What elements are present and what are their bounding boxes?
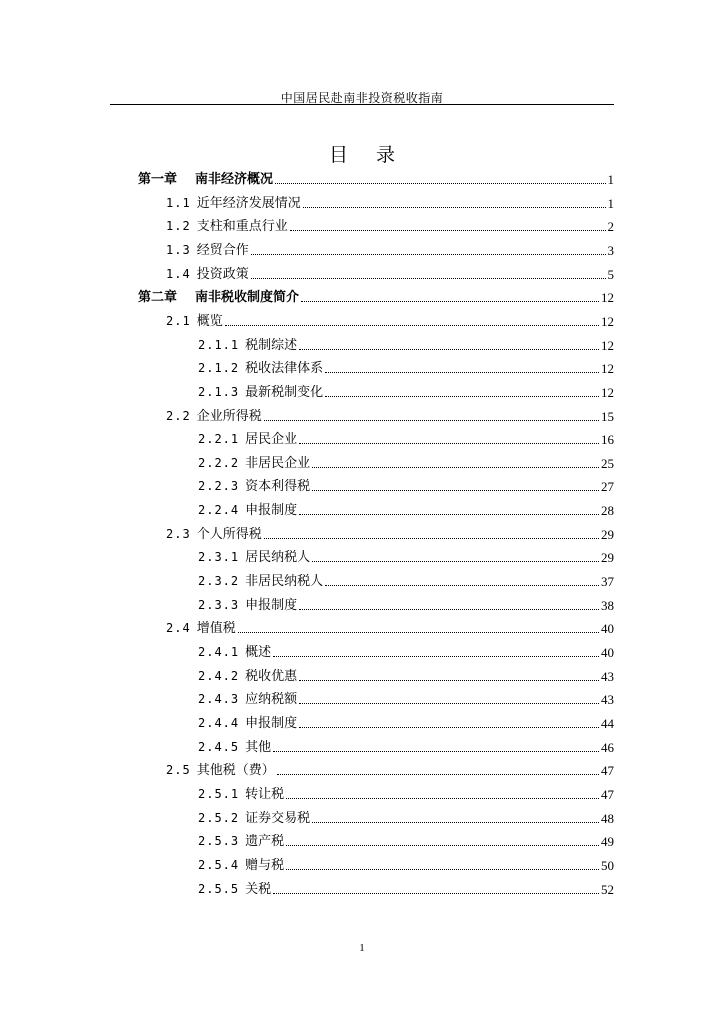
toc-entry[interactable] bbox=[198, 546, 614, 566]
toc-entry-number: 2.4.5 bbox=[198, 739, 240, 754]
toc-entry[interactable] bbox=[166, 617, 614, 637]
toc-dot-leader bbox=[251, 278, 606, 279]
toc-entry-label bbox=[166, 218, 288, 235]
toc-entry-page: 15 bbox=[601, 408, 614, 424]
toc-dot-leader bbox=[264, 538, 599, 539]
toc-entry-label bbox=[198, 502, 297, 519]
toc-entry-page: 38 bbox=[601, 597, 614, 613]
toc-entry[interactable] bbox=[198, 475, 614, 495]
toc-entry-page: 25 bbox=[601, 455, 614, 471]
toc-entry-title: 证券交易税 bbox=[245, 810, 311, 826]
toc-dot-leader bbox=[312, 822, 599, 823]
toc-dot-leader bbox=[301, 301, 599, 302]
toc-entry[interactable] bbox=[198, 712, 614, 732]
toc-dot-leader bbox=[264, 420, 599, 421]
toc-dot-leader bbox=[290, 230, 606, 231]
toc-dot-leader bbox=[303, 207, 606, 208]
toc-entry-page: 16 bbox=[601, 432, 614, 448]
toc-dot-leader bbox=[225, 325, 599, 326]
toc-dot-leader bbox=[286, 869, 599, 870]
toc-entry-page: 46 bbox=[601, 739, 614, 755]
toc-entry-label bbox=[198, 455, 310, 472]
toc-entry[interactable] bbox=[198, 783, 614, 803]
toc-entry-number: 1.4 bbox=[166, 266, 191, 281]
toc-entry-number: 2.4.1 bbox=[198, 645, 240, 659]
toc-entry-title: 税收优惠 bbox=[245, 668, 298, 684]
toc-entry[interactable] bbox=[166, 192, 614, 212]
toc-dot-leader bbox=[277, 774, 599, 775]
toc-entry-title: 居民纳税人 bbox=[245, 550, 311, 566]
toc-dot-leader bbox=[299, 514, 599, 515]
toc-entry-page: 12 bbox=[601, 313, 614, 329]
toc-entry-title: 遗产税 bbox=[245, 834, 285, 850]
toc-entry-title: 非居民纳税人 bbox=[245, 574, 324, 590]
toc-entry-label bbox=[198, 597, 297, 614]
toc-entry-title: 关税 bbox=[245, 881, 272, 897]
toc-dot-leader bbox=[286, 845, 599, 846]
toc-entry-label bbox=[166, 242, 249, 259]
toc-dot-leader bbox=[325, 585, 599, 586]
toc-entry[interactable] bbox=[198, 854, 614, 874]
toc-entry[interactable] bbox=[198, 830, 614, 850]
running-header: 中国居民赴南非投资税收指南 bbox=[280, 91, 444, 105]
toc-dot-leader bbox=[275, 183, 605, 184]
toc-title: 目录 bbox=[328, 144, 423, 166]
toc-chapter-entry[interactable] bbox=[138, 286, 614, 306]
toc-entry-page: 52 bbox=[601, 881, 614, 897]
toc-entry-label bbox=[198, 573, 323, 590]
toc-entry-page: 5 bbox=[607, 266, 614, 282]
toc-entry-page: 40 bbox=[601, 621, 614, 637]
toc-entry[interactable] bbox=[166, 759, 614, 779]
toc-entry-title: 居民企业 bbox=[245, 432, 298, 448]
toc-entry[interactable] bbox=[166, 405, 614, 425]
toc-entry-page: 29 bbox=[601, 526, 614, 542]
toc-dot-leader bbox=[299, 443, 599, 444]
toc-entry-number: 2.4.4 bbox=[198, 715, 240, 730]
toc-entry-label bbox=[198, 691, 297, 708]
toc-dot-leader bbox=[299, 680, 599, 681]
toc-entry[interactable] bbox=[198, 334, 614, 354]
toc-entry[interactable] bbox=[166, 263, 614, 283]
toc-entry-label bbox=[166, 620, 236, 637]
toc-entry[interactable] bbox=[198, 499, 614, 519]
toc-entry-page: 48 bbox=[601, 810, 614, 826]
toc-chapter-entry[interactable] bbox=[138, 168, 614, 188]
toc-entry-number: 2.5.5 bbox=[198, 881, 240, 896]
toc-entry-label bbox=[198, 786, 284, 803]
toc-entry-label bbox=[198, 384, 323, 401]
toc-entry-title: 转让税 bbox=[245, 786, 285, 802]
toc-entry-page: 12 bbox=[601, 290, 614, 306]
header-rule bbox=[110, 104, 614, 105]
toc-entry-label bbox=[138, 172, 273, 188]
toc-entry-title: 近年经济发展情况 bbox=[196, 195, 301, 211]
toc-entry-label bbox=[198, 833, 284, 850]
toc-entry-label bbox=[166, 266, 249, 283]
toc-entry-title: 南非税收制度简介 bbox=[195, 290, 300, 306]
toc-entry-label bbox=[198, 810, 310, 827]
toc-dot-leader bbox=[286, 798, 599, 799]
toc-entry-number: 1.1 bbox=[166, 195, 191, 210]
toc-entry-title: 非居民企业 bbox=[245, 455, 311, 471]
toc-entry-title: 其他税（费） bbox=[196, 763, 275, 779]
toc-entry-page: 29 bbox=[601, 550, 614, 566]
toc-entry-number: 第一章 bbox=[138, 172, 178, 187]
toc-entry-title: 税制综述 bbox=[245, 337, 298, 353]
toc-entry-label bbox=[198, 668, 297, 685]
toc-entry-page: 12 bbox=[601, 384, 614, 400]
toc-entry-title: 最新税制变化 bbox=[245, 384, 324, 400]
toc-dot-leader bbox=[299, 349, 599, 350]
toc-entry-page: 12 bbox=[601, 337, 614, 353]
toc-entry-number: 2.2.3 bbox=[198, 479, 240, 494]
toc-entry[interactable] bbox=[166, 239, 614, 259]
toc-entry[interactable] bbox=[198, 452, 614, 472]
toc-entry-number: 2.4.2 bbox=[198, 668, 240, 683]
toc-dot-leader bbox=[251, 254, 606, 255]
toc-entry-page: 12 bbox=[601, 361, 614, 377]
toc-entry[interactable] bbox=[166, 523, 614, 543]
toc-dot-leader bbox=[273, 656, 599, 657]
toc-entry-number: 2.5.3 bbox=[198, 834, 240, 849]
toc-entry-label bbox=[198, 360, 323, 377]
toc-entry-label bbox=[198, 549, 310, 566]
toc-entry-page: 50 bbox=[601, 857, 614, 873]
toc-dot-leader bbox=[299, 609, 599, 610]
toc-entry-number: 2.1 bbox=[166, 313, 191, 328]
toc-entry-page: 43 bbox=[601, 692, 614, 708]
toc-entry-label bbox=[198, 478, 310, 495]
toc-entry-label bbox=[166, 526, 262, 543]
toc-entry-page: 1 bbox=[607, 172, 614, 187]
toc-entry-label bbox=[138, 290, 299, 306]
toc-dot-leader bbox=[325, 372, 599, 373]
toc-dot-leader bbox=[238, 632, 599, 633]
toc-entry-number: 2.2.1 bbox=[198, 432, 240, 447]
toc-dot-leader bbox=[312, 467, 599, 468]
toc-entry-number: 2.2.4 bbox=[198, 503, 240, 518]
toc-entry-number: 2.3.2 bbox=[198, 574, 240, 589]
toc-entry-title: 概览 bbox=[196, 313, 223, 329]
toc-dot-leader bbox=[312, 561, 599, 562]
toc-entry-page: 49 bbox=[601, 834, 614, 850]
toc-entry-page: 44 bbox=[601, 715, 614, 731]
toc-entry-number: 1.2 bbox=[166, 219, 191, 234]
toc-entry[interactable] bbox=[198, 807, 614, 827]
toc-entry[interactable] bbox=[198, 381, 614, 401]
toc-entry[interactable] bbox=[198, 357, 614, 377]
toc-entry-title: 概述 bbox=[245, 645, 272, 660]
toc-entry-number: 2.4.3 bbox=[198, 692, 240, 707]
toc-entry-label bbox=[198, 644, 271, 661]
toc-entry-number: 2.1.3 bbox=[198, 384, 240, 399]
toc-entry-number: 1.3 bbox=[166, 242, 191, 257]
toc-entry-title: 南非经济概况 bbox=[195, 172, 274, 187]
toc-entry-label bbox=[198, 881, 271, 898]
toc-entry-number: 2.1.2 bbox=[198, 361, 240, 376]
toc-entry-title: 应纳税额 bbox=[245, 692, 298, 708]
toc-dot-leader bbox=[299, 727, 599, 728]
toc-entry-page: 40 bbox=[601, 645, 614, 660]
toc-entry-number: 2.5 bbox=[166, 763, 191, 778]
toc-entry-number: 2.5.1 bbox=[198, 786, 240, 801]
toc-entry-title: 资本利得税 bbox=[245, 479, 311, 495]
toc-entry-title: 增值税 bbox=[196, 621, 236, 637]
toc-entry-label bbox=[198, 857, 284, 874]
toc-entry-number: 2.3 bbox=[166, 526, 191, 541]
toc-entry-title: 赠与税 bbox=[245, 857, 285, 873]
toc-entry-title: 申报制度 bbox=[245, 597, 298, 613]
toc-entry-title: 企业所得税 bbox=[196, 408, 262, 424]
toc-entry-title: 支柱和重点行业 bbox=[196, 219, 288, 235]
toc-entry-page: 28 bbox=[601, 503, 614, 519]
toc-dot-leader bbox=[299, 703, 599, 704]
toc-entry-number: 2.3.1 bbox=[198, 550, 240, 565]
toc-entry[interactable] bbox=[166, 310, 614, 330]
toc-entry-number: 2.4 bbox=[166, 621, 191, 636]
toc-entry-title: 经贸合作 bbox=[196, 242, 249, 258]
toc-entry-number: 2.5.4 bbox=[198, 857, 240, 872]
toc-entry-page: 43 bbox=[601, 668, 614, 684]
toc-entry-label bbox=[166, 195, 301, 212]
toc-entry[interactable] bbox=[198, 570, 614, 590]
toc-entry-label bbox=[198, 337, 297, 354]
toc-entry-page: 27 bbox=[601, 479, 614, 495]
toc-entry-label bbox=[198, 739, 271, 756]
toc-entry[interactable] bbox=[198, 736, 614, 756]
toc-entry-number: 2.2 bbox=[166, 408, 191, 423]
toc-entry-title: 申报制度 bbox=[245, 715, 298, 731]
toc-entry[interactable] bbox=[198, 878, 614, 898]
toc-entry-title: 税收法律体系 bbox=[245, 361, 324, 377]
toc-entry-number: 2.3.3 bbox=[198, 597, 240, 612]
toc-entry-number: 第二章 bbox=[138, 290, 178, 306]
toc-entry-page: 2 bbox=[607, 219, 614, 235]
toc-entry-title: 投资政策 bbox=[196, 266, 249, 282]
toc-entry[interactable] bbox=[198, 594, 614, 614]
toc-entry-number: 2.1.1 bbox=[198, 337, 240, 352]
toc-entry-page: 37 bbox=[601, 574, 614, 590]
toc-entry-page: 3 bbox=[607, 242, 614, 258]
toc-entry-number: 2.5.2 bbox=[198, 810, 240, 825]
toc-entry-label bbox=[198, 715, 297, 732]
toc-dot-leader bbox=[312, 490, 599, 491]
toc-entry-page: 1 bbox=[607, 195, 614, 211]
toc-entry[interactable] bbox=[198, 688, 614, 708]
toc-entry-page: 47 bbox=[601, 786, 614, 802]
toc-entry[interactable] bbox=[198, 665, 614, 685]
toc-entry-number: 2.2.2 bbox=[198, 455, 240, 470]
toc-dot-leader bbox=[273, 893, 599, 894]
toc-entry-page: 47 bbox=[601, 763, 614, 779]
toc-dot-leader bbox=[325, 396, 599, 397]
page-number: 1 bbox=[359, 942, 365, 954]
toc-entry-label bbox=[198, 431, 297, 448]
toc-dot-leader bbox=[273, 751, 599, 752]
toc-entry-label bbox=[166, 313, 223, 330]
toc-entry[interactable] bbox=[166, 215, 614, 235]
toc-entry-title: 申报制度 bbox=[245, 503, 298, 519]
toc-entry-title: 其他 bbox=[245, 739, 272, 755]
toc-entry[interactable] bbox=[198, 641, 614, 661]
toc-entry-label bbox=[166, 762, 275, 779]
toc-entry-label bbox=[166, 408, 262, 425]
toc-entry[interactable] bbox=[198, 428, 614, 448]
toc-entry-title: 个人所得税 bbox=[196, 526, 262, 542]
